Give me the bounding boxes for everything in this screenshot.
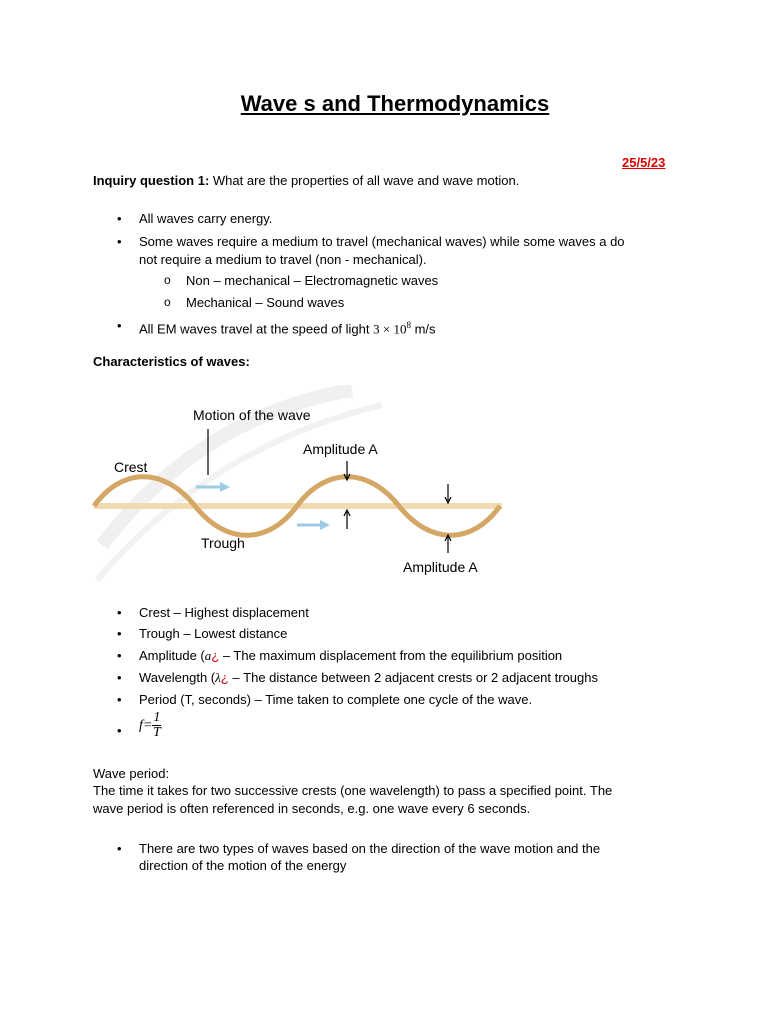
amplitude-glyph: ¿	[211, 648, 220, 663]
amplitude-top-label: Amplitude A	[303, 441, 378, 457]
inquiry-question	[93, 172, 519, 189]
wave-period-line: The time it takes for two successive crests (one wavelength) to pass a specified point. The	[93, 783, 613, 798]
sub-bullet: o	[164, 273, 171, 287]
sub-bullet: o	[164, 295, 171, 309]
inquiry-text: What are the properties of all wave and wave motion.	[209, 173, 520, 188]
wave-period-heading: Wave period:	[93, 766, 170, 781]
amplitude-prefix: Amplitude (	[139, 648, 205, 663]
wave-period-line: wave period is often referenced in seconds, e.g. one wave every 6 seconds.	[93, 801, 531, 816]
inquiry-label: Inquiry question 1:	[93, 173, 210, 188]
frequency-formula	[139, 711, 161, 740]
trough-label: Trough	[201, 535, 245, 551]
sub-list-item: Mechanical – Sound waves	[186, 295, 345, 310]
formula-numerator: 1	[153, 710, 161, 725]
list-item-continuation: direction of the motion of the energy	[139, 858, 347, 873]
motion-label: Motion of the wave	[193, 407, 311, 423]
wavelength-glyph: ¿	[220, 670, 229, 685]
characteristics-heading: Characteristics of waves:	[93, 354, 250, 369]
speed-math: 3 × 10	[373, 321, 407, 337]
amplitude-bottom-label: Amplitude A	[403, 559, 478, 575]
list-item	[139, 669, 598, 686]
bullet: •	[117, 723, 122, 738]
bullet: •	[117, 605, 122, 620]
motion-arrow	[297, 520, 330, 530]
list-item: All waves carry energy.	[139, 211, 273, 226]
document-title: Wave s and Thermodynamics	[240, 91, 550, 116]
list-item: Some waves require a medium to travel (mechanical waves) while some waves a do	[139, 234, 625, 249]
speed-unit: m/s	[410, 321, 436, 337]
amplitude-symbol: a	[204, 648, 212, 663]
bullet: •	[117, 211, 122, 226]
bullet: •	[117, 648, 122, 663]
bullet: •	[117, 841, 122, 856]
formula-fraction	[152, 711, 161, 740]
list-item	[139, 317, 436, 337]
list-item: Crest – Highest displacement	[139, 605, 309, 620]
speed-prefix: All EM waves travel at the speed of light	[139, 321, 374, 337]
crest-label: Crest	[114, 459, 148, 475]
formula-lhs: f=	[139, 718, 153, 733]
formula-denominator: T	[152, 725, 161, 740]
amplitude-top-arrow-up	[344, 510, 350, 529]
amplitude-rest: – The maximum displacement from the equilibrium position	[219, 648, 563, 663]
bullet: •	[117, 234, 122, 249]
wavelength-rest: – The distance between 2 adjacent crests or 2 adjacent troughs	[228, 670, 598, 685]
amplitude-bottom-arrow-down	[445, 484, 451, 503]
list-item: Trough – Lowest distance	[139, 626, 288, 641]
list-item: Period (T, seconds) – Time taken to complete one cycle of the wave.	[139, 692, 533, 707]
list-item: There are two types of waves based on the direction of the wave motion and the	[139, 841, 601, 856]
document-date: 25/5/23	[622, 155, 666, 170]
bullet: •	[117, 626, 122, 641]
bullet: •	[117, 318, 122, 333]
wavelength-prefix: Wavelength (	[139, 670, 216, 685]
list-item	[139, 647, 562, 664]
wave-diagram	[92, 385, 532, 585]
list-item-continuation: not require a medium to travel (non - mechanical).	[139, 252, 427, 267]
wavelength-symbol: λ	[215, 670, 221, 685]
sub-list-item: Non – mechanical – Electromagnetic waves	[186, 273, 439, 288]
bullet: •	[117, 692, 122, 707]
bullet: •	[117, 670, 122, 685]
speed-exponent: 8	[406, 320, 411, 330]
